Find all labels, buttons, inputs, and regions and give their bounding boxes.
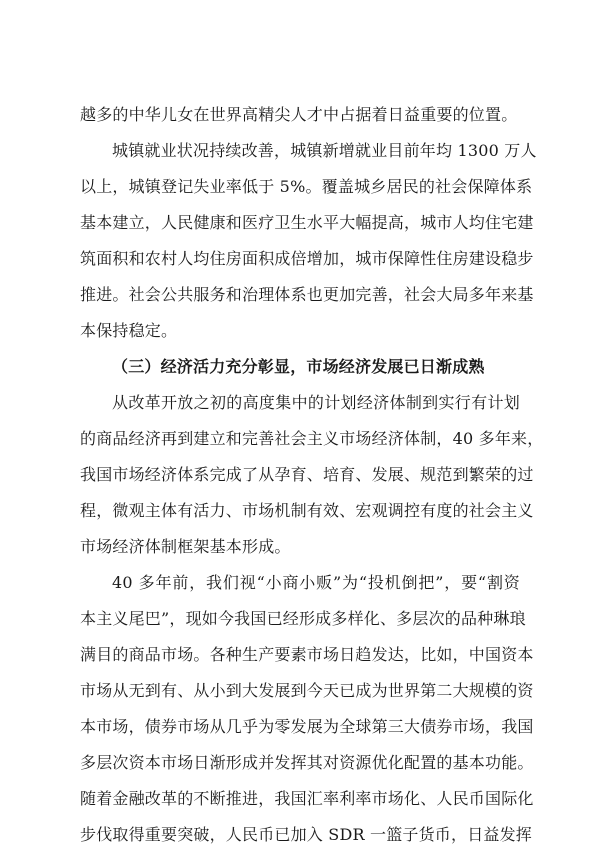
text-line: 本主义尾巴”，现如今我国已经形成多样化、多层次的品种琳琅 — [80, 609, 526, 628]
text-line: 以上，城镇登记失业率低于 5%。覆盖城乡居民的社会保障体系 — [80, 177, 533, 196]
text-line: 程，微观主体有活力、市场机制有效、宏观调控有度的社会主义 — [80, 501, 534, 520]
text-line: 越多的中华儿女在世界高精尖人才中占据着日益重要的位置。 — [80, 105, 518, 124]
text-line: 我国市场经济体系完成了从孕育、培育、发展、规范到繁荣的过 — [80, 465, 534, 484]
text-line: 从改革开放之初的高度集中的计划经济体制到实行有计划 — [112, 393, 520, 412]
text-line: 基本建立，人民健康和医疗卫生水平大幅提高，城市人均住宅建 — [80, 213, 534, 232]
text-line: 多层次资本市场日渐形成并发挥其对资源优化配置的基本功能。 — [80, 753, 534, 772]
text-line: 本保持稳定。 — [80, 321, 178, 340]
text-line: 市场从无到有、从小到大发展到今天已成为世界第二大规模的资 — [80, 681, 534, 700]
text-line: 的商品经济再到建立和完善社会主义市场经济体制，40 多年来， — [80, 429, 544, 448]
text-line: 40 多年前，我们视“小商小贩”为“投机倒把”，要“割资 — [112, 573, 520, 592]
text-line: 市场经济体制框架基本形成。 — [80, 537, 291, 556]
text-line: 满目的商品市场。各种生产要素市场日趋发达，比如，中国资本 — [80, 645, 534, 664]
text-line: 随着金融改革的不断推进，我国汇率利率市场化、人民币国际化 — [80, 789, 534, 808]
text-line: 筑面积和农村人均住房面积成倍增加，城市保障性住房建设稳步 — [80, 249, 534, 268]
text-line: 步伐取得重要突破，人民币已加入 SDR 一篮子货币，日益发挥 — [80, 825, 533, 844]
text-line: 推进。社会公共服务和治理体系也更加完善，社会大局多年来基 — [80, 285, 534, 304]
section-heading: （三）经济活力充分彰显，市场经济发展已日渐成熟 — [112, 357, 485, 376]
text-line: 本市场，债券市场从几乎为零发展为全球第三大债券市场，我国 — [80, 717, 534, 736]
text-line: 城镇就业状况持续改善，城镇新增就业目前年均 1300 万人 — [112, 141, 537, 160]
